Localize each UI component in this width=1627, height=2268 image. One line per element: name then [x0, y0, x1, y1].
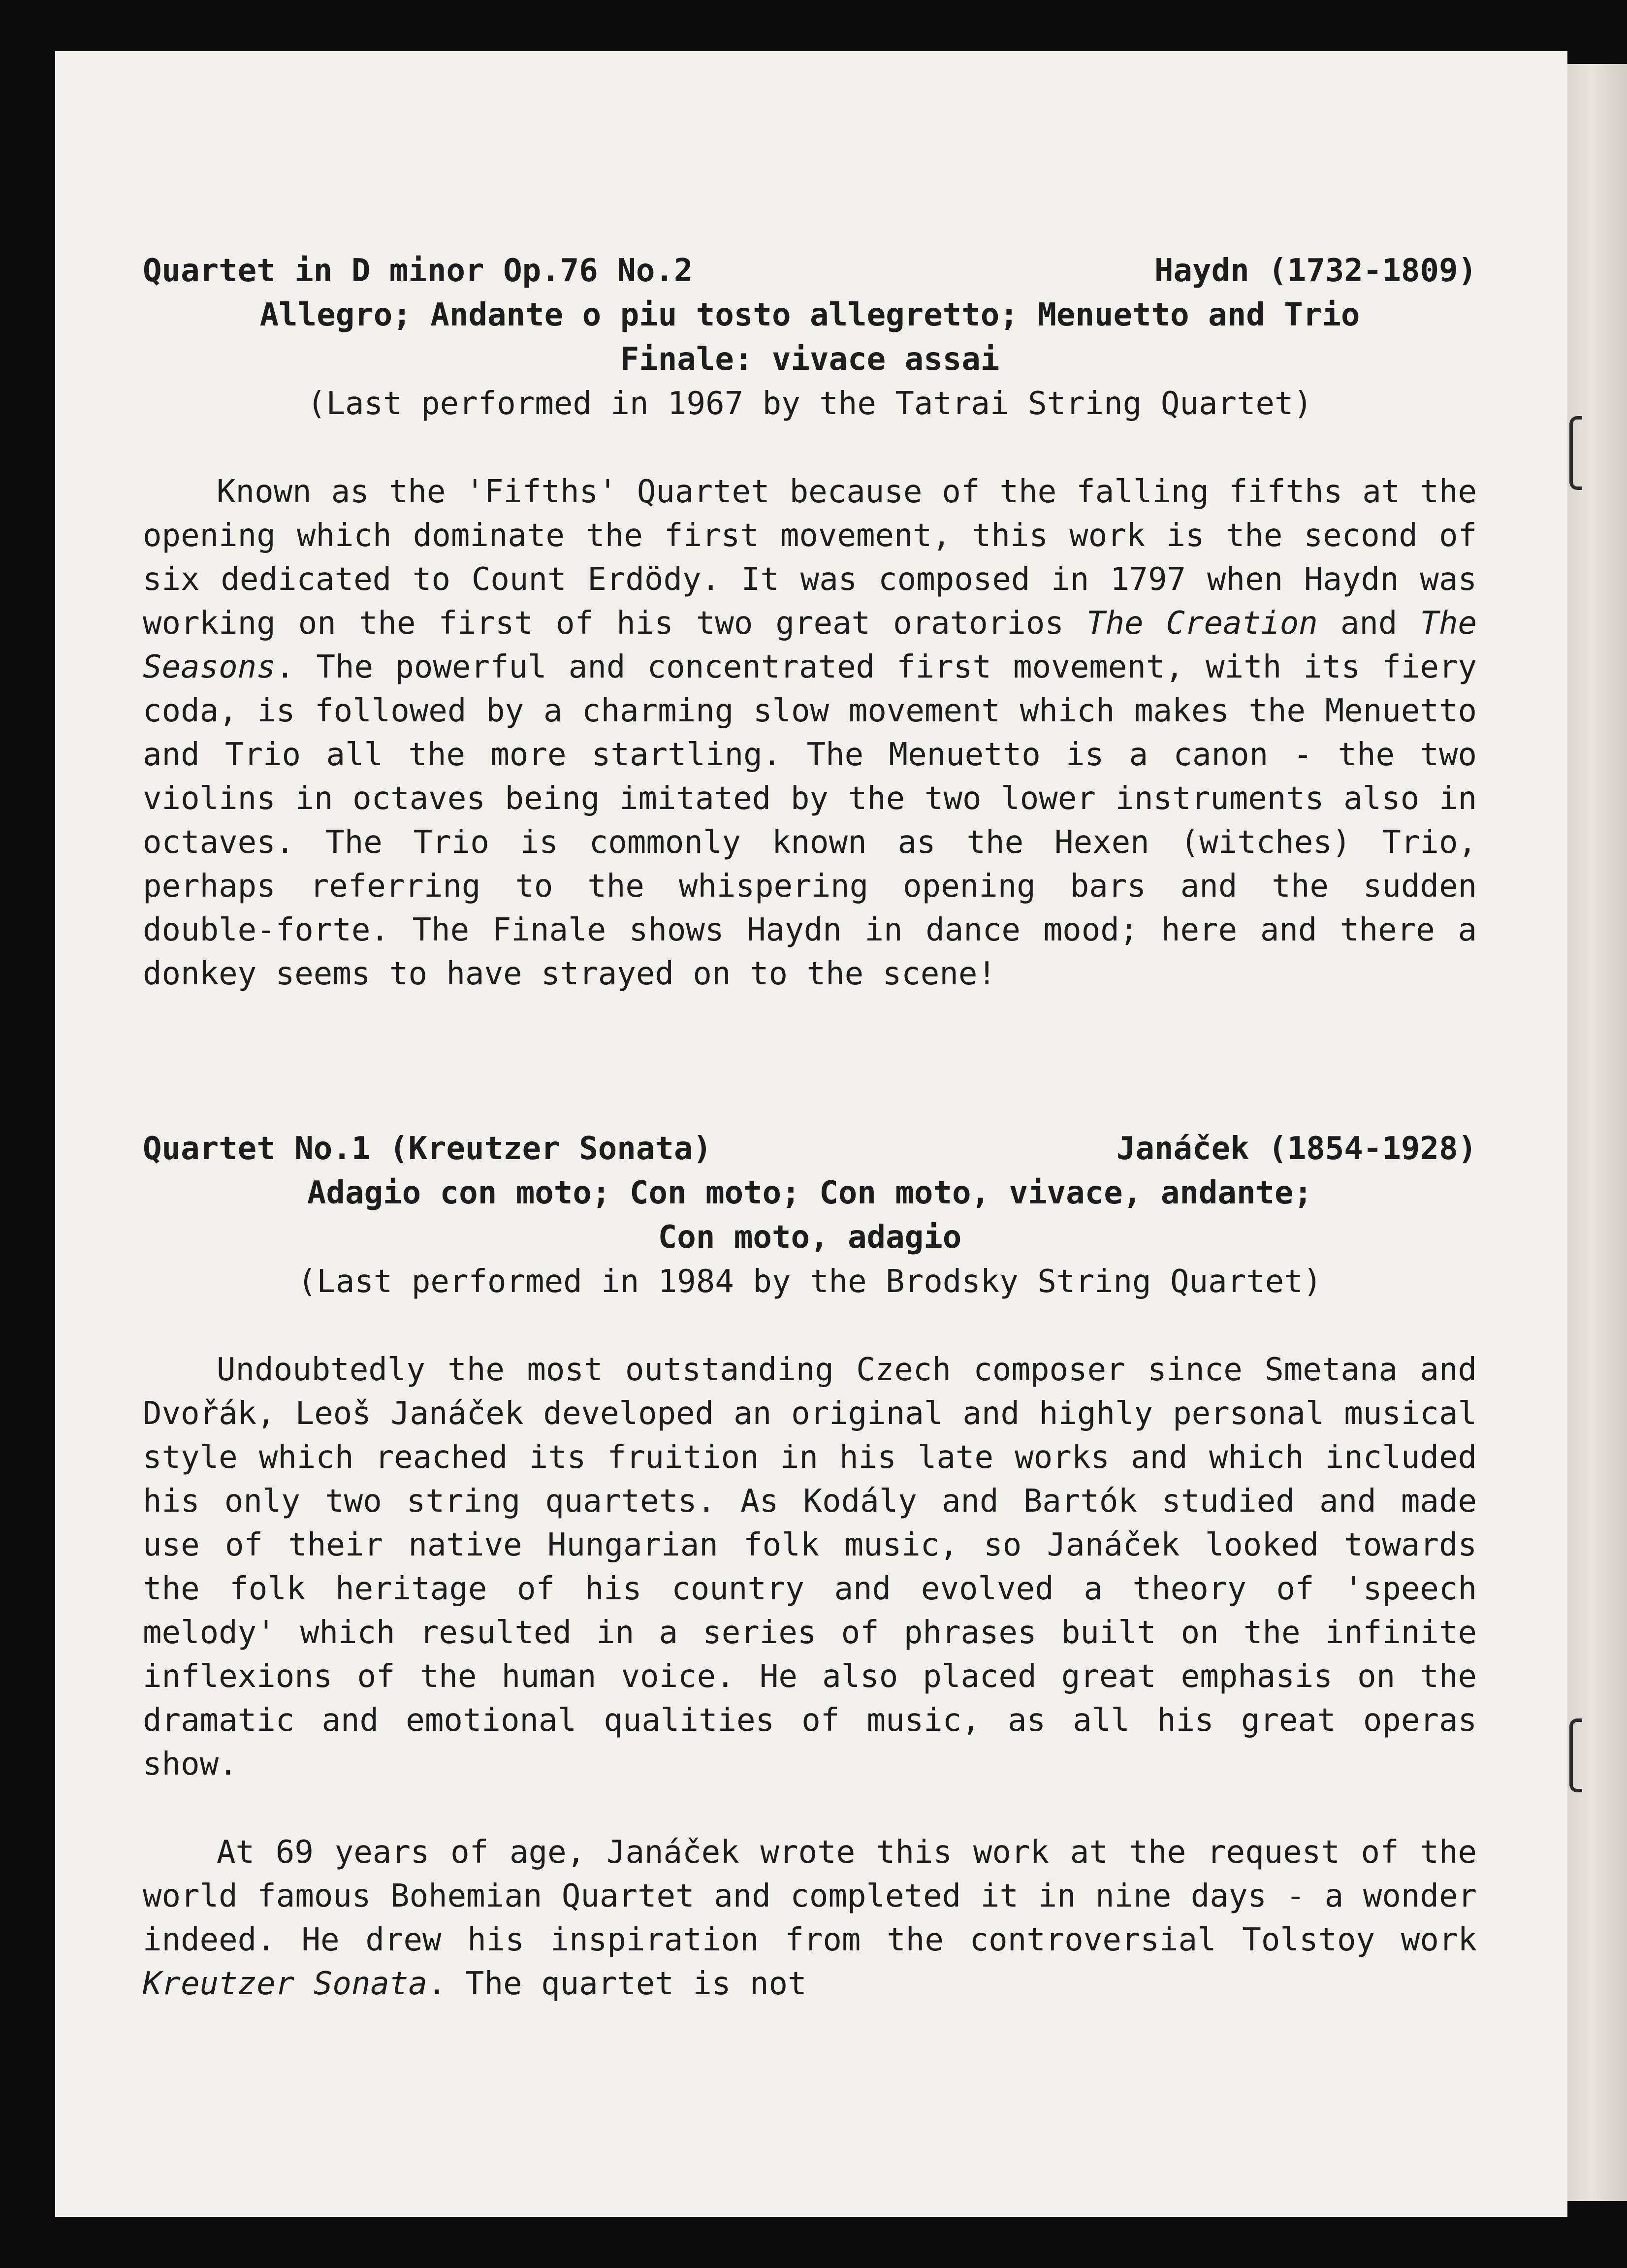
description-paragraph: Undoubtedly the most outstanding Czech composer since Smetana and Dvořák, Leoš Janáček developed an original and highly personal musical style which reached its fruition in his late works and which included his only two string quartets. As Kodály and Bartók studied and made use of their native Hungarian folk music, so Janáček looked towards the folk heritage of his country and evolved a theory of 'speech melody' which resulted in a series of phrases built on the infinite inflexions of the human voice. He also placed great emphasis on the dramatic and emotional qualities of music, as all his great operas show. — [143, 1352, 1477, 1782]
description-paragraph — [143, 1831, 1477, 2006]
movements-line: Allegro; Andante o piu tosto allegretto; Menuetto and Trio — [259, 297, 1360, 333]
last-performed-note: (Last performed in 1984 by the Brodsky String Quartet) — [297, 1264, 1322, 1300]
staple-top — [1569, 416, 1582, 490]
paragraph-text: . The quartet is not — [427, 1966, 807, 2002]
work-reference: Kreutzer Sonata — [143, 1966, 427, 2002]
work-reference: The Creation — [1086, 605, 1318, 642]
section-heading — [143, 1127, 1477, 1171]
work-title: Quartet in D minor Op.76 No.2 — [143, 253, 693, 289]
section-heading — [143, 249, 1477, 293]
paragraph-text: . The powerful and concentrated first movement, with its fiery coda, is followed by a charming slow movement which makes the Menuetto and Trio all the more startling. The Menuetto is a canon - the two violins in octaves being imitated by the two lower instruments also in octaves. The Trio is commonly known as the Hexen (witches) Trio, perhaps referring to the whispering opening bars and the sudden double-forte. The Finale shows Haydn in dance mood; here and there a donkey seems to have strayed on to the scene! — [143, 649, 1477, 992]
work-title: Quartet No.1 (Kreutzer Sonata) — [143, 1131, 712, 1167]
paragraph-text: At 69 years of age, Janáček wrote this work at the request of the world famous Bohemian Quartet and completed it in nine days - a wonder indeed. He drew his inspiration from the controversial Tolstoy work — [143, 1834, 1477, 1958]
movements-line: Con moto, adagio — [658, 1219, 962, 1256]
section-haydn — [143, 249, 1477, 996]
page-content — [143, 249, 1477, 2006]
section-janacek — [143, 1127, 1477, 2006]
composer-name: Haydn (1732-1809) — [1154, 253, 1477, 289]
composer-name: Janáček (1854-1928) — [1116, 1131, 1477, 1167]
next-page-edge — [1567, 64, 1627, 2201]
work-reference: The Seasons — [143, 605, 1477, 685]
staple-bottom — [1569, 1718, 1582, 1792]
paragraph-text: and — [1317, 605, 1420, 642]
paragraph-text: Known as the 'Fifths' Quartet because of the falling fifths at the opening which dominate the first movement, this work is the second of six dedicated to Count Erdödy. It was composed in 1797 when Haydn was working on the first of his two great oratorios — [143, 474, 1477, 642]
description-paragraph — [143, 470, 1477, 996]
last-performed-note: (Last performed in 1967 by the Tatrai String Quartet) — [307, 386, 1313, 422]
movements-line: Adagio con moto; Con moto; Con moto, vivace, andante; — [307, 1175, 1313, 1211]
movements-line: Finale: vivace assai — [620, 341, 1000, 378]
